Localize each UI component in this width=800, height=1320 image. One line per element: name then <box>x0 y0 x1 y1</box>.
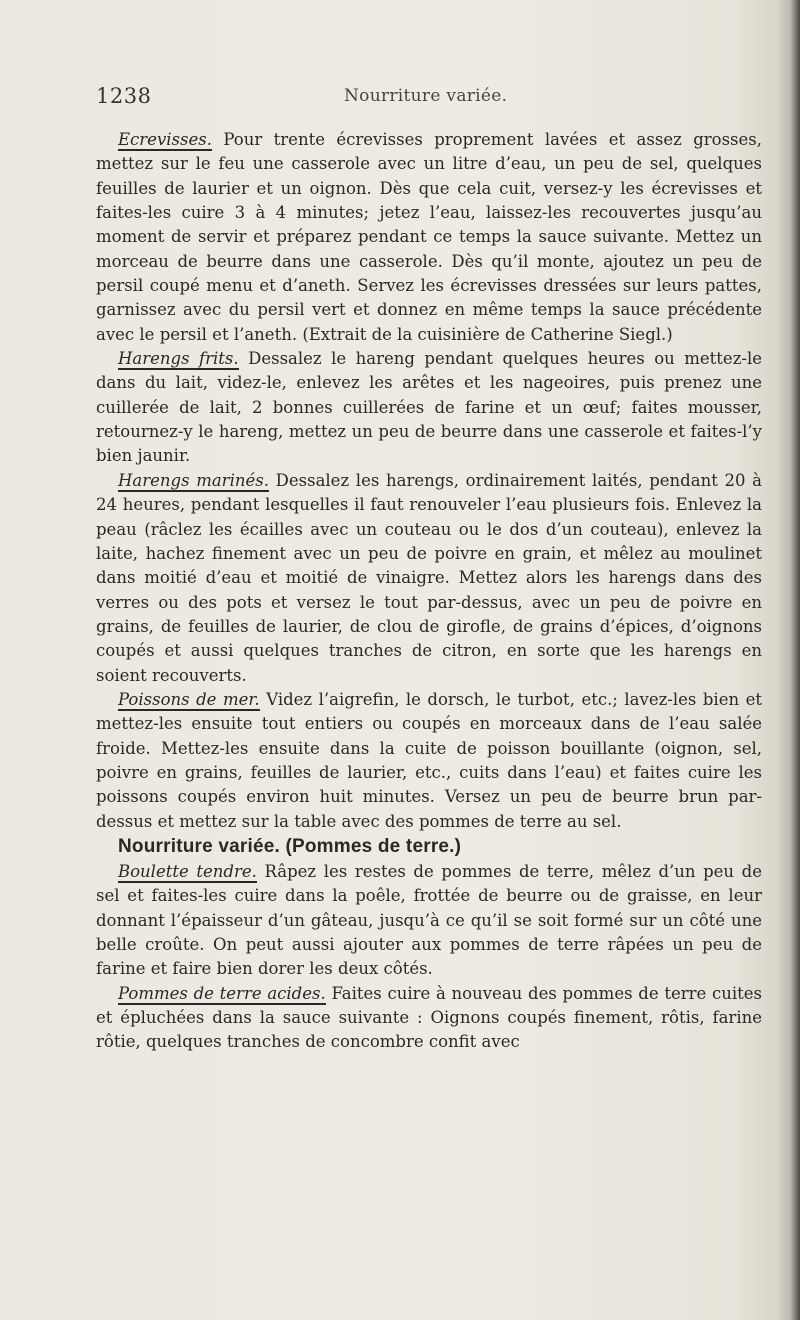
recipe-paragraph <box>96 347 762 469</box>
section-heading: Nourriture variée. (Pommes de terre.) <box>118 835 462 857</box>
recipe-term: Pommes de terre acides. <box>118 983 326 1003</box>
running-title: Nourriture variée. <box>344 86 508 106</box>
recipe-term: Harengs frits. <box>118 349 239 369</box>
recipe-paragraph <box>96 982 762 1055</box>
recipe-text: Dessalez les harengs, ordinairement laités, pendant 20 à 24 heures, pendant lesquelles il faut renouveler l’eau plusieurs fois. Enlevez la peau (râclez les écailles avec un couteau ou le dos d’un couteau), enlevez la laite, hachez finement avec un peu de poivre en grain, et mêlez au moulinet dans moitié d’eau et moitié de vinaigre. Mettez alors les harengs dans des verres ou des pots et versez le tout par-dessus, avec un peu de poivre en grains, de feuilles de laurier, de clou de girofle, de grains d’épices, d’oignons coupés et aussi quelques tranches de citron, en sorte que les harengs en soient recouverts. <box>96 470 763 685</box>
recipe-paragraph <box>96 860 762 982</box>
recipe-text: Videz l’aigrefin, le dorsch, le turbot, etc.; lavez-les bien et mettez-les ensuite tout entiers ou coupés en morceaux dans de l’eau salée froide. Mettez-les ensuite dans la cuite de poisson bouillante (oignon, sel, poivre en grains, feuilles de laurier, etc., cuits dans l’eau) et faites cuire les poissons coupés environ huit minutes. Versez un peu de beurre brun par-dessus et mettez sur la table avec des pommes de terre au sel. <box>96 689 762 831</box>
recipe-term: Ecrevisses. <box>118 130 212 149</box>
recipe-text: Râpez les restes de pommes de terre, mêlez d’un peu de sel et faites-les cuire dans la poêle, frottée de beurre ou de graisse, en leur donnant l’épaisseur d’un gâteau, jusqu’à ce qu’il se soit formé sur un côté une belle croûte. On peut aussi ajouter aux pommes de terre râpées un peu de farine et faire bien dorer les deux côtés. <box>96 861 762 979</box>
page-edge-shadow <box>778 0 800 1320</box>
page-header <box>96 84 740 110</box>
page-number: 1238 <box>96 84 152 108</box>
recipe-paragraph <box>96 469 762 688</box>
recipe-term: Harengs marinés. <box>118 470 269 490</box>
page-body <box>96 128 762 1055</box>
recipe-term: Boulette tendre. <box>118 861 257 881</box>
recipe-term: Poissons de mer. <box>118 689 260 709</box>
recipe-paragraph <box>96 128 762 347</box>
recipe-text: Faites cuire à nouveau des pommes de terre cuites et épluchées dans la sauce suivante : Oignons coupés finement, rôtis, farine rôtie, quelques tranches de concombre confit avec <box>96 983 762 1052</box>
recipe-text: Pour trente écrevisses proprement lavées et assez grosses, mettez sur le feu une casserole avec un litre d’eau, un peu de sel, quelques feuilles de laurier et un oignon. Dès que cela cuit, versez-y les écrevisses et faites-les cuire 3 à 4 minutes; jetez l’eau, laissez-les recouvertes jusqu’au moment de servir et préparez pendant ce temps la sauce suivante. Mettez un morceau de beurre dans une casserole. Dès qu’il monte, ajoutez un peu de persil coupé menu et d’aneth. Servez les écrevisses dressées sur leurs pattes, garnissez avec du persil vert et donnez en même temps la sauce précédente avec le persil et l’aneth. (Extrait de la cuisinière de Catherine Siegl.) <box>96 130 762 344</box>
recipe-paragraph <box>96 688 762 834</box>
recipe-text: Dessalez le hareng pendant quelques heures ou mettez-le dans du lait, videz-le, enlevez les arêtes et les nageoires, puis prenez une cuillerée de lait, 2 bonnes cuillerées de farine et un œuf; faites mousser, retournez-y le hareng, mettez un peu de beurre dans une casserole et faites-l’y bien jaunir. <box>96 349 763 466</box>
